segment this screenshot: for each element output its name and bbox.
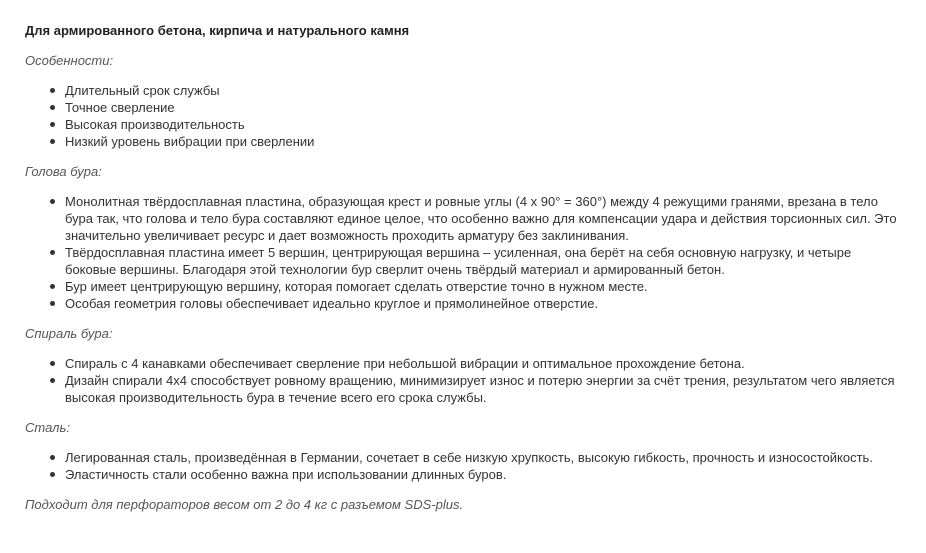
- list-item: Особая геометрия головы обеспечивает идеально круглое и прямолинейное отверстие.: [65, 295, 905, 312]
- product-description: [25, 22, 905, 513]
- drill-head-list: [25, 193, 905, 312]
- spiral-heading: Спираль бура:: [25, 326, 113, 341]
- list-item: Точное сверление: [65, 99, 905, 116]
- list-item: Эластичность стали особенно важна при использовании длинных буров.: [65, 466, 905, 483]
- features-heading: Особенности:: [25, 53, 114, 68]
- list-item: Твёрдосплавная пластина имеет 5 вершин, центрирующая вершина – усиленная, она берёт на себя основную нагрузку, и четыре боковые вершины. Благодаря этой технологии бур сверлит очень твёрдый материал и армированный бетон.: [65, 244, 905, 278]
- steel-heading: Сталь:: [25, 420, 70, 435]
- steel-list: [25, 449, 905, 483]
- list-item: Монолитная твёрдосплавная пластина, образующая крест и ровные углы (4 x 90° = 360°) между 4 режущими гранями, врезана в тело бура так, что голова и тело бура составляют единое целое, что особенно важно для компенсации удара и действия торсионных сил. Это значительно увеличивает ресурс и дает возможность проходить арматуру без заклинивания.: [65, 193, 905, 244]
- spiral-list: [25, 355, 905, 406]
- list-item: Высокая производительность: [65, 116, 905, 133]
- list-item: Спираль с 4 канавками обеспечивает сверление при небольшой вибрации и оптимальное прохождение бетона.: [65, 355, 905, 372]
- list-item: Низкий уровень вибрации при сверлении: [65, 133, 905, 150]
- list-item: Дизайн спирали 4x4 способствует ровному вращению, минимизирует износ и потерю энергии за счёт трения, результатом чего является высокая производительность бура в течение всего его срока службы.: [65, 372, 905, 406]
- list-item: Легированная сталь, произведённая в Германии, сочетает в себе низкую хрупкость, высокую гибкость, прочность и износостойкость.: [65, 449, 905, 466]
- compatibility-note: Подходит для перфораторов весом от 2 до 4 кг с разъемом SDS-plus.: [25, 497, 464, 512]
- features-list: [25, 82, 905, 150]
- list-item: Длительный срок службы: [65, 82, 905, 99]
- drill-head-heading: Голова бура:: [25, 164, 102, 179]
- description-title: Для армированного бетона, кирпича и натурального камня: [25, 23, 410, 38]
- list-item: Бур имеет центрирующую вершину, которая помогает сделать отверстие точно в нужном месте.: [65, 278, 905, 295]
